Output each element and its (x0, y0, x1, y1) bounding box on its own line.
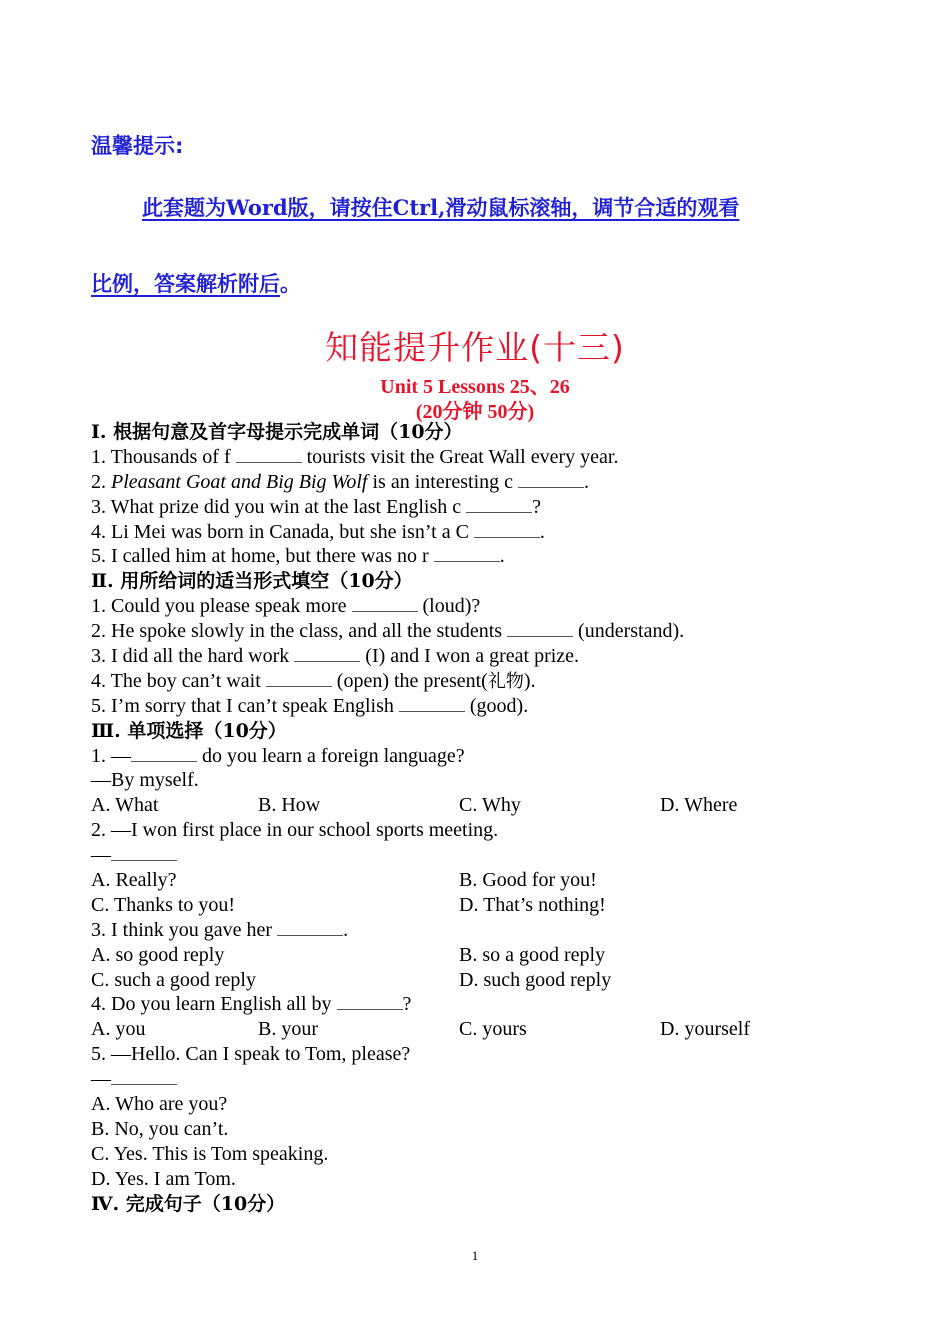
answer-blank[interactable] (111, 1067, 177, 1085)
s3-question-5-reply: — (91, 1067, 871, 1092)
answer-blank[interactable] (131, 744, 197, 762)
answer-blank[interactable] (266, 669, 332, 687)
section4-heading: Ⅳ. 完成句子（10分） (91, 1192, 286, 1215)
s2-question-1: 1. Could you please speak more (loud)? (91, 595, 481, 618)
answer-blank[interactable] (518, 470, 584, 488)
s3-question-1-reply: —By myself. (91, 769, 199, 792)
answer-blank[interactable] (337, 992, 403, 1010)
s1-question-2: 2. Pleasant Goat and Big Big Wolf is an interesting c . (91, 470, 590, 493)
unit-subtitle: Unit 5 Lessons 25、26 (380, 376, 570, 398)
option-d[interactable]: D. such good reply (459, 968, 612, 991)
option-b[interactable]: B. your (258, 1018, 318, 1041)
s3-question-2-reply: — (91, 843, 871, 868)
option-d[interactable]: D. yourself (660, 1018, 750, 1041)
option-a[interactable]: A. Really? (91, 869, 177, 892)
s1-question-4: 4. Li Mei was born in Canada, but she isn’t a C . (91, 520, 545, 543)
page-title: 知能提升作业(十三) (325, 328, 625, 367)
option-c[interactable]: C. Why (459, 794, 521, 817)
option-a[interactable]: A. you (91, 1018, 146, 1041)
option-d[interactable]: D. That’s nothing! (459, 893, 606, 916)
tip-instruction-line2 (91, 268, 301, 298)
s3-question-4: 4. Do you learn English all by ? (91, 993, 412, 1016)
s3-question-2: 2. —I won first place in our school sports meeting. (91, 819, 499, 842)
exercise-content (91, 420, 871, 1217)
option-b[interactable]: B. so a good reply (459, 943, 606, 966)
answer-blank[interactable] (236, 445, 302, 463)
s3-q4-options (91, 1017, 871, 1042)
answer-blank[interactable] (352, 594, 418, 612)
tip-instruction-line1: 此套题为Word版，请按住Ctrl,滑动鼠标滚轴，调节合适的观看 (142, 195, 740, 220)
time-subtitle: (20分钟 50分) (415, 401, 535, 423)
tip-line2-end: 。 (280, 271, 301, 296)
s3-question-1: 1. — do you learn a foreign language? (91, 744, 465, 767)
option-d[interactable]: D. Yes. I am Tom. (91, 1167, 236, 1190)
option-c[interactable]: C. such a good reply (91, 968, 256, 991)
s1-question-1: 1. Thousands of f tourists visit the Great Wall every year. (91, 445, 619, 468)
section2-heading: Ⅱ. 用所给词的适当形式填空（10分） (91, 570, 413, 593)
tip-line2-underlined: 比例，答案解析附后 (91, 271, 280, 296)
section1-heading: Ⅰ. 根据句意及首字母提示完成单词（10分） (91, 421, 463, 443)
option-a[interactable]: A. so good reply (91, 943, 225, 966)
answer-blank[interactable] (399, 694, 465, 712)
answer-blank[interactable] (277, 918, 343, 936)
option-b[interactable]: B. Good for you! (459, 869, 597, 892)
option-c[interactable]: C. Yes. This is Tom speaking. (91, 1142, 329, 1165)
s1-question-3: 3. What prize did you win at the last English c ? (91, 495, 541, 518)
answer-blank[interactable] (294, 644, 360, 662)
s2-question-5: 5. I’m sorry that I can’t speak English (good). (91, 694, 529, 717)
s3-q2-options-row1 (91, 868, 871, 893)
answer-blank[interactable] (111, 843, 177, 861)
s3-question-3: 3. I think you gave her . (91, 918, 349, 941)
option-a[interactable]: A. What (91, 794, 159, 817)
option-c[interactable]: C. Thanks to you! (91, 893, 236, 916)
s3-q3-options-row1 (91, 943, 871, 968)
s2-question-2: 2. He spoke slowly in the class, and all the students (understand). (91, 620, 685, 643)
section3-heading: Ⅲ. 单项选择（10分） (91, 719, 287, 742)
answer-blank[interactable] (474, 520, 540, 538)
s3-q3-options-row2 (91, 968, 871, 993)
option-d[interactable]: D. Where (660, 794, 738, 817)
option-b[interactable]: B. No, you can’t. (91, 1117, 229, 1140)
option-a[interactable]: A. Who are you? (91, 1093, 228, 1116)
s3-q2-options-row2 (91, 893, 871, 918)
option-c[interactable]: C. yours (459, 1018, 527, 1041)
s1-question-5: 5. I called him at home, but there was no r . (91, 545, 505, 568)
s2-question-4: 4. The boy can’t wait (open) the present(礼物). (91, 669, 536, 692)
answer-blank[interactable] (466, 495, 532, 513)
answer-blank[interactable] (507, 619, 573, 637)
tip-title: 温馨提示: (91, 134, 184, 158)
s3-question-5: 5. —Hello. Can I speak to Tom, please? (91, 1043, 411, 1066)
s3-q1-options (91, 793, 871, 818)
option-b[interactable]: B. How (258, 794, 321, 817)
page-number: 1 (471, 1248, 479, 1263)
s2-question-3: 3. I did all the hard work (I) and I won a great prize. (91, 645, 580, 668)
answer-blank[interactable] (434, 544, 500, 562)
